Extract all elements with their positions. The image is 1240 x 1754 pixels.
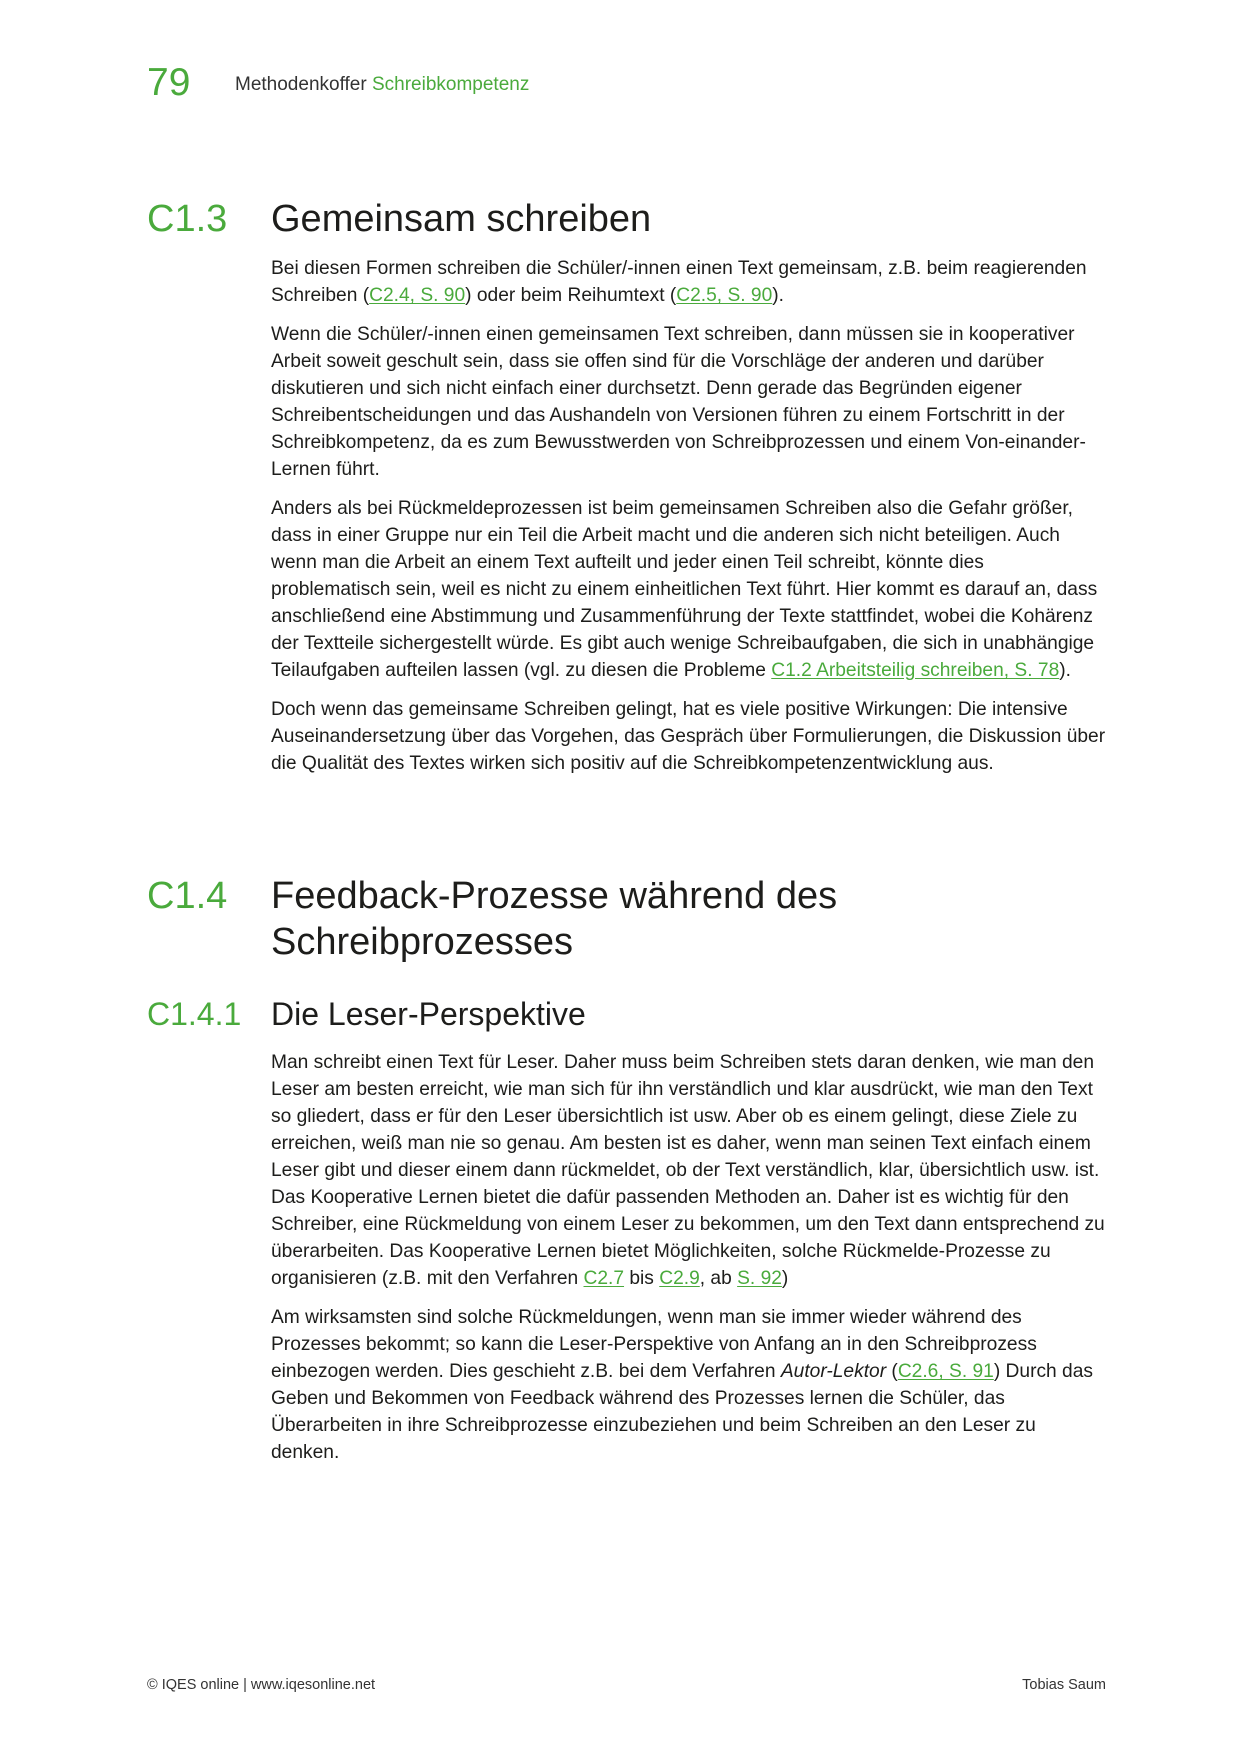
- section-body-c1-3: [271, 255, 1106, 789]
- cross-reference-link[interactable]: C2.5, S. 90: [676, 285, 773, 306]
- footer-author: Tobias Saum: [1022, 1677, 1106, 1693]
- cross-reference-link[interactable]: C2.4, S. 90: [369, 285, 466, 306]
- section-number-c1-3: C1.3: [147, 198, 228, 240]
- section-number-c1-4: C1.4: [147, 875, 228, 917]
- section-title-c1-4: Feedback-Prozesse während des Schreibprozesses: [271, 875, 838, 963]
- section-number-c1-4-1: C1.4.1: [147, 996, 242, 1032]
- section-body-c1-4-1: [271, 1049, 1106, 1478]
- section-title-c1-3: Gemeinsam schreiben: [271, 198, 652, 240]
- cross-reference-link[interactable]: C2.9: [659, 1268, 700, 1289]
- header-title: [235, 72, 529, 98]
- paragraph: Man schreibt einen Text für Leser. Daher muss beim Schreiben stets daran denken, wie man den Leser am besten erreicht, wie man sich für ihn verständlich und klar ausdrückt, wie man den Text so gliedert, dass er für den Leser übersichtlich ist usw. Aber ob es einem gelingt, diese Ziele zu erreichen, weiß man nie so genau. Am besten ist es daher, wenn man seinen Text einfach einem Leser gibt und dieser einem dann rückmeldet, ob der Text verständlich, klar, übersichtlich usw. ist. Das Kooperative Lernen bietet die dafür passenden Methoden an. Daher ist es wichtig für den Schreiber, eine Rückmeldung von einem Leser zu bekommen, um den Text dann entsprechend zu überarbeiten. Das Kooperative Lernen bietet Möglichkeiten, solche Rückmelde-Prozesse zu organisieren (z.B. mit den Verfahren C2.7 bis C2.9, ab S. 92): [271, 1052, 1105, 1289]
- cross-reference-link[interactable]: S. 92: [737, 1268, 782, 1289]
- paragraph: Wenn die Schüler/-innen einen gemeinsamen Text schreiben, dann müssen sie in kooperativer Arbeit soweit geschult sein, dass sie offen sind für die Vorschläge der anderen und darüber diskutieren und sich nicht einfach einer durchsetzt. Denn gerade das Begründen eigener Schreibentscheidungen und das Aushandeln von Versionen führen zu einem Fortschritt in der Schreibkompetenz, da es zum Bewusstwerden von Schreibprozessen und einem Von-einander-Lernen führt.: [271, 324, 1086, 480]
- cross-reference-link[interactable]: C1.2 Arbeitsteilig schreiben, S. 78: [771, 660, 1060, 681]
- page-header: [147, 58, 1107, 108]
- footer-copyright: © IQES online | www.iqesonline.net: [147, 1677, 376, 1693]
- paragraph: Am wirksamsten sind solche Rückmeldungen, wenn man sie immer wieder während des Prozesses bekommt; so kann die Leser-Perspektive von Anfang an in den Schreibprozess einbezogen werden. Dies geschieht z.B. bei dem Verfahren Autor-Lektor (C2.6, S. 91) Durch das Geben und Bekommen von Feedback während des Prozesses lernen die Schüler, das Überarbeiten in ihre Schreibprozesse einzubeziehen und beim Schreiben an den Leser zu denken.: [271, 1307, 1093, 1463]
- paragraph: Doch wenn das gemeinsame Schreiben gelingt, hat es viele positive Wirkungen: Die intensive Auseinandersetzung über das Vorgehen, das Gespräch über Formulierungen, die Diskussion über die Qualität des Textes wirken sich positiv auf die Schreibkompetenzentwicklung aus.: [271, 699, 1106, 774]
- cross-reference-link[interactable]: C2.7: [583, 1268, 625, 1289]
- paragraph: Bei diesen Formen schreiben die Schüler/-innen einen Text gemeinsam, z.B. beim reagierenden Schreiben (C2.4, S. 90) oder beim Reihumtext (C2.5, S. 90).: [271, 258, 1087, 306]
- section-title-c1-4-1: Die Leser-Perspektive: [271, 996, 586, 1032]
- doc-title: Methodenkoffer: [235, 74, 367, 95]
- page-number: 79: [147, 61, 191, 104]
- cross-reference-link[interactable]: C2.6, S. 91: [897, 1361, 994, 1382]
- doc-subtitle: Schreibkompetenz: [371, 74, 530, 95]
- paragraph: Anders als bei Rückmeldeprozessen ist beim gemeinsamen Schreiben also die Gefahr größer, dass in einer Gruppe nur ein Teil die Arbeit macht und die anderen sich nicht beteiligen. Auch wenn man die Arbeit an einem Text aufteilt und jeder einen Teil schreibt, könnte dies problematisch sein, weil es nicht zu einem einheitlichen Text führt. Hier kommt es darauf an, dass anschließend eine Abstimmung und Zusammenführung der Texte stattfindet, wobei die Kohärenz der Textteile sichergestellt würde. Es gibt auch wenige Schreibaufgaben, die sich in unabhängige Teilaufgaben aufteilen lassen (vgl. zu diesen die Probleme C1.2 Arbeitsteilig schreiben, S. 78).: [271, 498, 1098, 681]
